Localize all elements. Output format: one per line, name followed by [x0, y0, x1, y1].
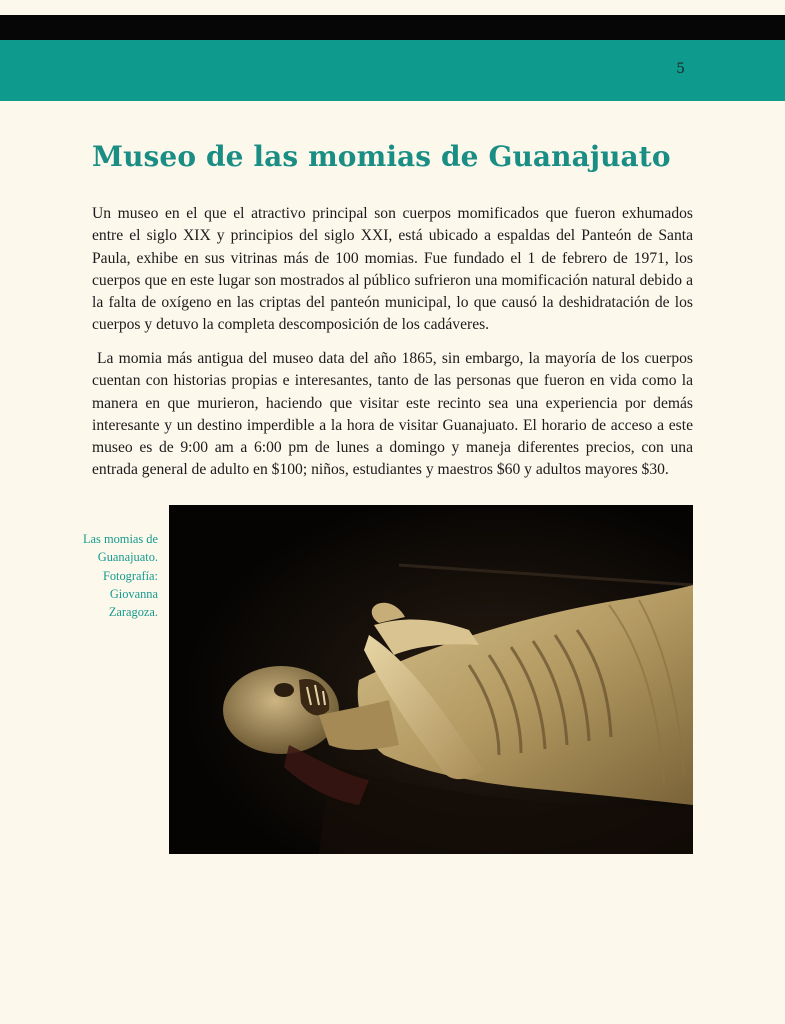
- article-paragraph-1: Un museo en el que el atractivo principal son cuerpos momificados que fueron exhumados entre el siglo XIX y principios del siglo XXI, está ubicado a espaldas del Panteón de Santa Paula, exhibe en sus vitrinas más de 100 momias. Fue fundado el 1 de febrero de 1971, los cuerpos que en este lugar son mostrados al público sufrieron una momificación natural debido a la falta de oxígeno en las criptas del panteón municipal, lo que causó la deshidratación de los cuerpos y detuvo la completa descomposición de los cadáveres.: [92, 205, 693, 334]
- article-title: Museo de las momias de Guanajuato: [92, 140, 671, 173]
- photo-caption: Las momias de Guanajuato. Fotografía: Giovanna Zaragoza.: [82, 532, 158, 620]
- mummy-photo: [169, 505, 693, 854]
- page-number: 5: [676, 61, 685, 77]
- article-paragraph-2: La momia más antigua del museo data del año 1865, sin embargo, la mayoría de los cuerpos cuentan con historias propias e interesantes, tanto de las personas que fueron en vida como la manera en que murieron, haciendo que visitar este recinto sea una experiencia por demás interesante y un destino imperdible a la hora de visitar Guanajuato. El horario de acceso a este museo es de 9:00 am a 6:00 pm de lunes a domingo y maneja diferentes precios, con una entrada general de adulto en $100; niños, estudiantes y maestros $60 y adultos mayores $30.: [92, 350, 693, 479]
- top-margin: [0, 0, 785, 15]
- mummy-illustration: [169, 505, 693, 854]
- header-teal-band: [0, 40, 785, 101]
- header-black-bar: [0, 15, 785, 40]
